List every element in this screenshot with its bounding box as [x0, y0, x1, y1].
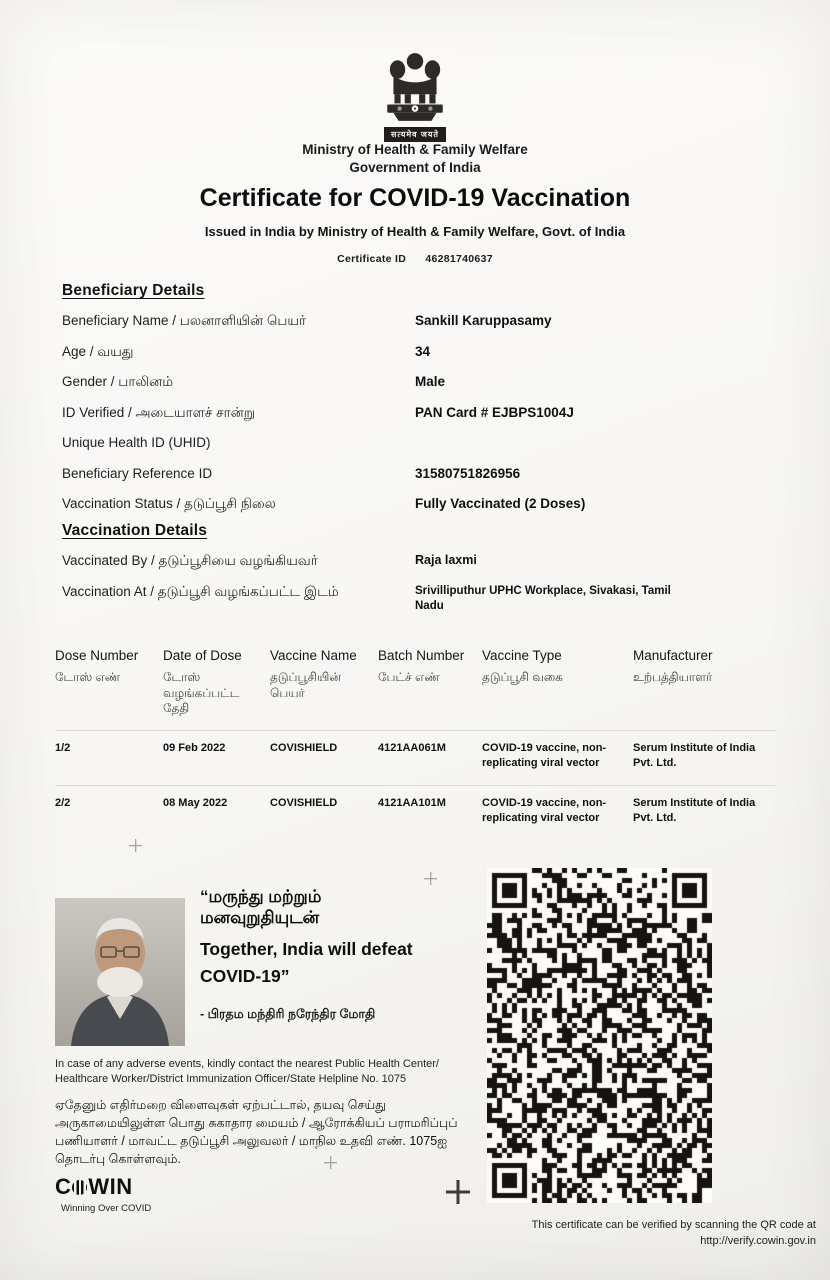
- header-en: Date of Dose: [163, 648, 242, 663]
- header-ta: பேட்ச் எண்: [378, 670, 440, 684]
- emblem-motto: सत्यमेव जयते: [384, 127, 446, 142]
- table-row-dose-2: [55, 785, 777, 827]
- cowin-logo: [55, 1174, 151, 1214]
- col-vaccine-type: [482, 648, 633, 717]
- field-label: Vaccination Status / தடுப்பூசி நிலை: [62, 496, 276, 511]
- cell-vaccine: COVISHIELD: [270, 796, 338, 809]
- field-gender: [62, 374, 777, 405]
- header-ta: தடுப்பூசியின் பெயர்: [270, 670, 341, 700]
- certificate-id: [0, 253, 830, 265]
- vaccination-details-heading: Vaccination Details: [62, 522, 208, 539]
- ministry-header: [0, 141, 830, 176]
- col-manufacturer: [633, 648, 777, 717]
- field-value: Raja laxmi: [415, 553, 477, 567]
- quote-attribution: - பிரதம மந்திரி நரேந்திர மோதி: [200, 1006, 376, 1021]
- national-emblem: [0, 50, 830, 142]
- cell-dose: 2/2: [55, 796, 71, 809]
- cell-batch: 4121AA101M: [378, 796, 446, 809]
- cell-vaccine: COVISHIELD: [270, 741, 338, 754]
- pm-photo: [55, 898, 185, 1046]
- field-beneficiary-name: [62, 313, 777, 344]
- field-age: [62, 344, 777, 375]
- beneficiary-fields: [62, 313, 777, 527]
- verify-line1: This certificate can be verified by scanning the QR code at: [531, 1219, 816, 1231]
- vaccination-fields: [62, 553, 777, 615]
- cell-date: 08 May 2022: [163, 796, 228, 809]
- field-label: Beneficiary Name / பலனாளியின் பெயர்: [62, 313, 306, 328]
- pm-portrait-icon: [55, 898, 185, 1046]
- ministry-line2: Government of India: [349, 159, 481, 175]
- field-value: Fully Vaccinated (2 Doses): [415, 496, 586, 511]
- field-vaccination-at: [62, 584, 777, 615]
- header-ta: தடுப்பூசி வகை: [482, 670, 563, 684]
- qr-code-container: [487, 868, 712, 1208]
- field-label: Unique Health ID (UHID): [62, 435, 211, 450]
- field-value: 34: [415, 343, 431, 359]
- table-row-dose-1: [55, 730, 777, 772]
- registration-mark: [129, 839, 142, 852]
- certificate-id-value: 46281740637: [425, 253, 493, 265]
- certificate-id-label: Certificate ID: [337, 253, 407, 265]
- ashoka-lions-icon: [367, 50, 463, 124]
- cell-type: COVID-19 vaccine, non-replicating viral vector: [482, 741, 607, 770]
- beneficiary-details-heading: Beneficiary Details: [62, 282, 205, 299]
- cell-date: 09 Feb 2022: [163, 741, 226, 754]
- verify-note: [532, 1218, 816, 1250]
- cowin-logo-win: WIN: [88, 1174, 133, 1199]
- quote-tamil-line1: “மருந்து மற்றும்: [200, 887, 322, 906]
- dose-table: [55, 648, 777, 826]
- cowin-logo-o-icon: [72, 1180, 87, 1195]
- field-value: Sankill Karuppasamy: [415, 313, 552, 328]
- quote-english-line2: COVID-19”: [200, 965, 290, 986]
- certificate-subtitle: Issued in India by Ministry of Health & Family Welfare, Govt. of India: [204, 224, 626, 239]
- header-ta: உற்பத்தியாளர்: [633, 670, 713, 684]
- header-en: Vaccine Type: [482, 648, 562, 663]
- cell-manufacturer: Serum Institute of India Pvt. Ltd.: [633, 796, 756, 824]
- field-label: ID Verified / அடையாளச் சான்று: [62, 404, 255, 420]
- field-vaccinated-by: [62, 553, 777, 584]
- field-label: Age / வயது: [62, 343, 134, 359]
- col-date-of-dose: [163, 648, 270, 717]
- field-label: Vaccination At / தடுப்பூசி வழங்கப்பட்ட இடம்: [62, 583, 339, 599]
- certificate-title: Certificate for COVID-19 Vaccination: [199, 184, 631, 212]
- header-en: Batch Number: [378, 648, 465, 663]
- verify-url: http://verify.cowin.gov.in: [700, 1234, 816, 1247]
- cell-type: COVID-19 vaccine, non-replicating viral vector: [482, 796, 607, 824]
- registration-mark: [446, 1180, 470, 1204]
- quote-tamil-line2: மனவுறுதியுடன்: [200, 908, 320, 928]
- qr-code: [487, 868, 712, 1203]
- field-id-verified: [62, 405, 777, 436]
- field-label: Vaccinated By / தடுப்பூசியை வழங்கியவர்: [62, 553, 318, 568]
- cell-batch: 4121AA061M: [378, 741, 446, 754]
- cell-manufacturer: Serum Institute of India Pvt. Ltd.: [633, 741, 756, 770]
- cowin-tagline: Winning Over COVID: [61, 1203, 152, 1214]
- field-value: 31580751826956: [415, 465, 521, 481]
- field-uhid: [62, 435, 777, 466]
- col-vaccine-name: [270, 648, 378, 717]
- field-label: Gender / பாலினம்: [62, 374, 174, 389]
- field-value: Male: [415, 374, 446, 389]
- adverse-notice-en: In case of any adverse events, kindly contact the nearest Public Health Center/ Healthcare Worker/District Immunization Officer/State Helpline No. 1075: [55, 1058, 439, 1086]
- col-dose-number: [55, 648, 163, 717]
- cell-dose: 1/2: [55, 741, 71, 754]
- header-en: Manufacturer: [633, 648, 713, 663]
- quote-english-line1: Together, India will defeat: [200, 938, 413, 959]
- dose-table-header: [55, 648, 777, 717]
- adverse-notice-ta: ஏதேனும் எதிர்மறை விளைவுகள் ஏற்பட்டால், தயவு செய்து அருகாமையிலுள்ள பொது சுகாதார மையம் / ஆரோக்கியப் பராமரிப்புப் பணியாளர் / மாவட்ட தடுப்பூசி அலுவலர் / மாநில உதவி எண். 1075ஐ தொடர்பு கொள்ளவும்.: [55, 1098, 458, 1167]
- header-en: Dose Number: [55, 648, 139, 663]
- pm-quote: [200, 886, 480, 1023]
- header-ta: டோஸ் வழங்கப்பட்ட தேதி: [163, 670, 240, 716]
- field-value: Srivilliputhur UPHC Workplace, Sivakasi, Tamil Nadu: [415, 584, 671, 613]
- field-reference-id: [62, 466, 777, 497]
- field-label: Beneficiary Reference ID: [62, 465, 213, 481]
- col-batch-number: [378, 648, 482, 717]
- header-ta: டோஸ் எண்: [55, 670, 121, 684]
- cowin-logo-c: C: [55, 1174, 72, 1199]
- ministry-line1: Ministry of Health & Family Welfare: [302, 142, 528, 157]
- field-value: PAN Card # EJBPS1004J: [415, 404, 574, 420]
- header-en: Vaccine Name: [270, 648, 357, 663]
- registration-mark: [424, 872, 437, 885]
